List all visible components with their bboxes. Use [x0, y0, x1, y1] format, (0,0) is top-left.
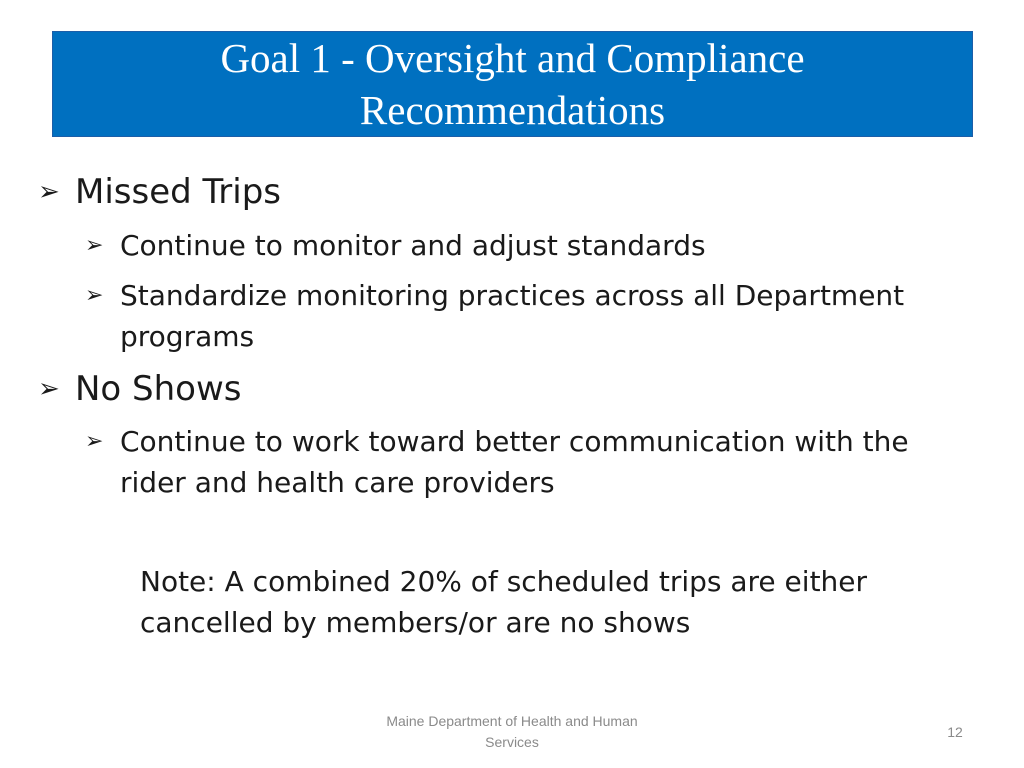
list-item-text: Continue to work toward better communication with the rider and health care providers [120, 425, 909, 499]
arrow-bullet-icon: ➢ [85, 429, 104, 454]
list-item [85, 421, 965, 503]
section-heading: No Shows [75, 369, 242, 409]
slide-title: Goal 1 - Oversight and Compliance Recommendations [220, 35, 805, 133]
arrow-bullet-icon: ➢ [38, 177, 60, 207]
list-item [85, 275, 965, 357]
arrow-bullet-icon: ➢ [38, 374, 60, 404]
arrow-bullet-icon: ➢ [85, 233, 104, 258]
section-missed-trips [38, 172, 281, 212]
page-number: 12 [947, 724, 963, 740]
list-item-text: Standardize monitoring practices across all Department programs [120, 279, 905, 353]
note-text: Note: A combined 20% of scheduled trips are either cancelled by members/or are no shows [140, 565, 868, 639]
list-item [85, 225, 965, 266]
title-bar [52, 31, 973, 137]
arrow-bullet-icon: ➢ [85, 283, 104, 308]
footer-organization: Maine Department of Health and Human Services [386, 713, 638, 750]
section-no-shows [38, 369, 242, 409]
section-heading: Missed Trips [75, 172, 282, 212]
list-item-text: Continue to monitor and adjust standards [120, 229, 706, 262]
